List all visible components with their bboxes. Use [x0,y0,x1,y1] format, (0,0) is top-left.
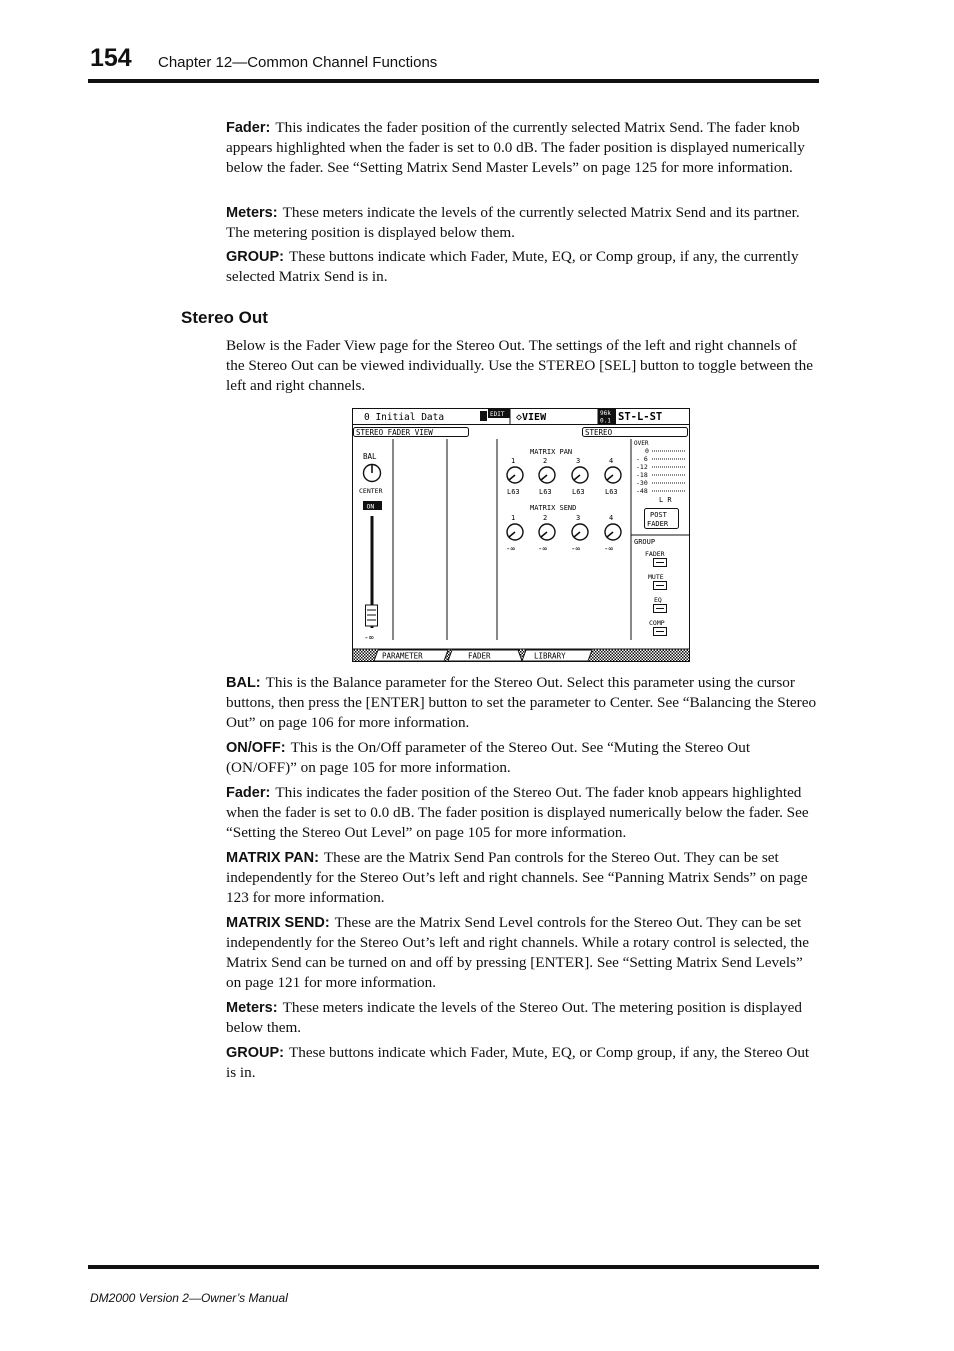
svg-text:PARAMETER: PARAMETER [382,651,423,661]
paragraph-text: These buttons indicate which Fader, Mute, EQ, or Comp group, if any, the currently selected Matrix Send is in. [226,248,799,285]
pan-channel: 1 [511,457,516,465]
svg-text:ON: ON [366,502,375,511]
svg-text:- 6: - 6 [636,455,648,463]
svg-text:COMP: COMP [649,619,665,627]
svg-text:POST: POST [650,511,667,519]
scene-name: 0 Initial Data [364,412,445,423]
matrix-send-description [226,913,818,993]
page-tab: STEREO FADER VIEW [356,428,433,437]
chapter-title: Chapter 12—Common Channel Functions [158,54,438,71]
svg-text:FADER: FADER [647,520,669,528]
term-label: GROUP: [226,1045,284,1061]
footer-text: DM2000 Version 2—Owner’s Manual [90,1291,288,1305]
pan-value: L63 [605,488,618,496]
pan-value: L63 [572,488,585,496]
section-title: Stereo Out [181,308,268,327]
channel-name: STEREO [585,428,613,437]
intro-group-paragraph [226,247,818,287]
term-label: GROUP: [226,249,284,265]
send-value: -∞ [604,544,614,553]
term-label: MATRIX PAN: [226,850,319,866]
center-label: CENTER [359,487,383,495]
fader-description [226,783,818,843]
term-label: Fader: [226,785,271,801]
group-description [226,1043,818,1083]
send-value: -∞ [506,544,516,553]
group-label: GROUP [634,538,656,546]
meter-lr-label: L R [659,496,672,504]
paragraph-text: These are the Matrix Send Level controls for the Stereo Out. They can be set independently for the Stereo Out’s left and right channels. While a rotary control is selected, the Matrix Send can be turned on and off by pressing [ENTER]. See “Setting Matrix Send Levels” on page 121 for more information. [226,914,809,991]
svg-text:EQ: EQ [654,596,662,604]
svg-text:-12: -12 [636,463,648,471]
page-number: 154 [90,44,132,72]
pan-channel: 4 [609,457,614,465]
paragraph-text: These meters indicate the levels of the currently selected Matrix Send and its partner. The metering position is displayed below them. [226,204,800,241]
meters-description [226,998,818,1038]
term-label: ON/OFF: [226,740,286,756]
term-label: MATRIX SEND: [226,915,330,931]
onoff-description [226,738,818,778]
paragraph-text: This is the On/Off parameter of the Stereo Out. See “Muting the Stereo Out (ON/OFF)” on page 105 for more information. [226,739,751,776]
lcd-screenshot [352,408,690,662]
send-channel: 2 [543,514,548,522]
matrix-send-label: MATRIX SEND [530,504,577,512]
paragraph-text: This is the Balance parameter for the Stereo Out. Select this parameter using the cursor buttons, then press the [ENTER] button to set the parameter to Center. See “Balancing the Stereo Out” on page 106 for more information. [226,674,817,731]
view-label: ◇VIEW [516,412,547,423]
pan-value: L63 [539,488,552,496]
footer-rule [88,1265,819,1269]
svg-text:-30: -30 [636,479,648,487]
svg-text:EDIT: EDIT [490,411,505,418]
paragraph-text: These are the Matrix Send Pan controls for the Stereo Out. They can be set independently for the Stereo Out’s left and right channels. See “Panning Matrix Sends” on page 123 for more information. [226,849,808,906]
svg-text:0.1: 0.1 [600,417,611,425]
protect-icon [480,411,487,421]
svg-text:-18: -18 [636,471,648,479]
term-label: Fader: [226,120,271,136]
svg-text:96k: 96k [600,410,611,417]
paragraph-text: These meters indicate the levels of the Stereo Out. The metering position is displayed below them. [226,999,802,1036]
svg-text:LIBRARY: LIBRARY [534,651,566,661]
bal-label: BAL [363,452,377,461]
paragraph-text: This indicates the fader position of the currently selected Matrix Send. The fader knob appears highlighted when the fader is set to 0.0 dB. The fader position is displayed numerically below the fader. See “Setting Matrix Send Master Levels” on page 125 for more information. [226,119,805,176]
send-channel: 3 [576,514,581,522]
channel-id: ST-L-ST [618,411,663,423]
section-intro-paragraph: Below is the Fader View page for the Stereo Out. The settings of the left and right channels of the Stereo Out can be viewed individually. Use the STEREO [SEL] button to toggle between the left and right channels. [226,337,813,394]
send-value: -∞ [538,544,548,553]
matrix-pan-description [226,848,818,908]
matrix-pan-label: MATRIX PAN [530,448,573,456]
send-value: -∞ [571,544,581,553]
svg-text:0: 0 [645,447,649,455]
intro-meters-paragraph [226,203,818,243]
pan-value: L63 [507,488,520,496]
term-label: BAL: [226,675,261,691]
pan-channel: 2 [543,457,548,465]
term-label: Meters: [226,205,278,221]
term-label: Meters: [226,1000,278,1016]
fader-value: -∞ [364,633,374,642]
intro-fader-paragraph [226,118,818,178]
bal-description [226,673,818,733]
send-channel: 4 [609,514,614,522]
paragraph-text: This indicates the fader position of the Stereo Out. The fader knob appears highlighted when the fader is set to 0.0 dB. The fader position is displayed numerically below the fader. See “Setting the Stereo Out Level” on page 105 for more information. [226,784,809,841]
svg-text:FADER: FADER [645,550,665,558]
send-channel: 1 [511,514,516,522]
paragraph-text: These buttons indicate which Fader, Mute, EQ, or Comp group, if any, the Stereo Out is in. [226,1044,810,1081]
svg-text:FADER: FADER [468,651,491,661]
svg-text:-48: -48 [636,487,648,495]
svg-text:OVER: OVER [634,440,649,447]
header-rule [88,79,819,83]
pan-channel: 3 [576,457,581,465]
svg-text:MUTE: MUTE [648,573,664,581]
